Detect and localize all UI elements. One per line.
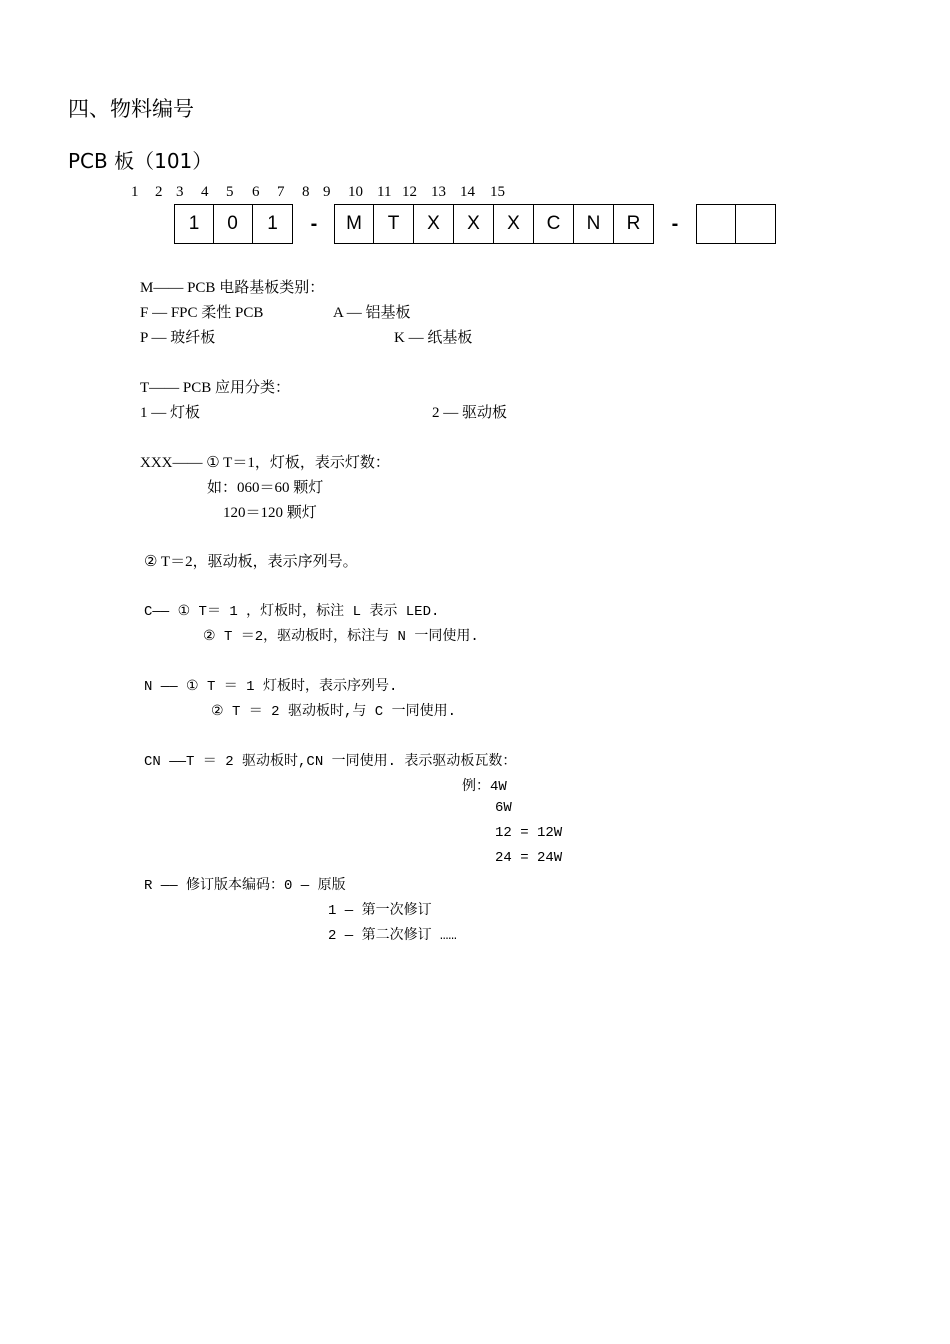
code-cell: X xyxy=(414,204,454,244)
xxx-line-4: ② T＝2，驱动板，表示序列号。 xyxy=(144,554,358,570)
m-item-f: F — FPC 柔性 PCB xyxy=(140,305,264,321)
index-number: 9 xyxy=(323,184,331,200)
r-line-3: 2 — 第二次修订 …… xyxy=(328,928,457,944)
r-line-1: R —— 修订版本编码：0 — 原版 xyxy=(144,878,346,894)
c-line-1: C—— ① T＝ 1 ，灯板时，标注 L 表示 LED. xyxy=(144,604,440,620)
cn-line-1: CN ——T ＝ 2 驱动板时,CN 一同使用. 表示驱动板瓦数： xyxy=(144,754,517,770)
cn-example-3: 12 = 12W xyxy=(495,825,563,841)
index-number: 6 xyxy=(252,184,260,200)
cn-example-4: 24 = 24W xyxy=(495,850,563,866)
index-number: 11 xyxy=(377,184,392,200)
index-number: 15 xyxy=(490,184,505,200)
code-cell: R xyxy=(614,204,654,244)
code-cell: 1 xyxy=(174,204,214,244)
index-number: 7 xyxy=(277,184,285,200)
code-cell: C xyxy=(534,204,574,244)
code-cell: X xyxy=(494,204,534,244)
code-cell-empty xyxy=(736,204,776,244)
t-item-2: 2 — 驱动板 xyxy=(432,405,508,421)
code-cell-empty xyxy=(696,204,736,244)
code-cell: 1 xyxy=(253,204,293,244)
n-line-1: N —— ① T ＝ 1 灯板时，表示序列号. xyxy=(144,679,398,695)
index-number: 5 xyxy=(226,184,234,200)
code-separator: - xyxy=(310,212,318,235)
t-item-1: 1 — 灯板 xyxy=(140,405,201,421)
m-item-a: A — 铝基板 xyxy=(333,305,411,321)
m-item-p: P — 玻纤板 xyxy=(140,330,216,346)
r-line-2: 1 — 第一次修订 xyxy=(328,903,432,919)
xxx-line-2: 如：060＝60 颗灯 xyxy=(207,480,324,496)
index-number: 10 xyxy=(348,184,363,200)
index-number: 3 xyxy=(176,184,184,200)
cn-example-2: 6W xyxy=(495,800,512,816)
c-line-2: ② T ＝2，驱动板时，标注与 N 一同使用. xyxy=(203,629,479,645)
index-number: 8 xyxy=(302,184,310,200)
xxx-line-3: 120＝120 颗灯 xyxy=(223,505,317,521)
code-cell: X xyxy=(454,204,494,244)
code-cell: T xyxy=(374,204,414,244)
t-section-title: T—— PCB 应用分类： xyxy=(140,380,291,396)
code-cell: 0 xyxy=(213,204,253,244)
index-number: 14 xyxy=(460,184,475,200)
pcb-subheading: PCB 板（101） xyxy=(68,149,213,173)
cn-example-1: 例：4W xyxy=(462,779,507,795)
code-cell: N xyxy=(574,204,614,244)
code-cell: M xyxy=(334,204,374,244)
page-heading: 四、物料编号 xyxy=(68,97,194,121)
index-number: 1 xyxy=(131,184,139,200)
index-number: 13 xyxy=(431,184,446,200)
xxx-line-1: XXX—— ① T＝1，灯板，表示灯数： xyxy=(140,455,390,471)
index-number: 4 xyxy=(201,184,209,200)
m-item-k: K — 纸基板 xyxy=(394,330,473,346)
index-number: 12 xyxy=(402,184,417,200)
code-separator: - xyxy=(671,212,679,235)
n-line-2: ② T ＝ 2 驱动板时,与 C 一同使用. xyxy=(211,704,456,720)
m-section-title: M—— PCB 电路基板类别： xyxy=(140,280,325,296)
index-number: 2 xyxy=(155,184,163,200)
